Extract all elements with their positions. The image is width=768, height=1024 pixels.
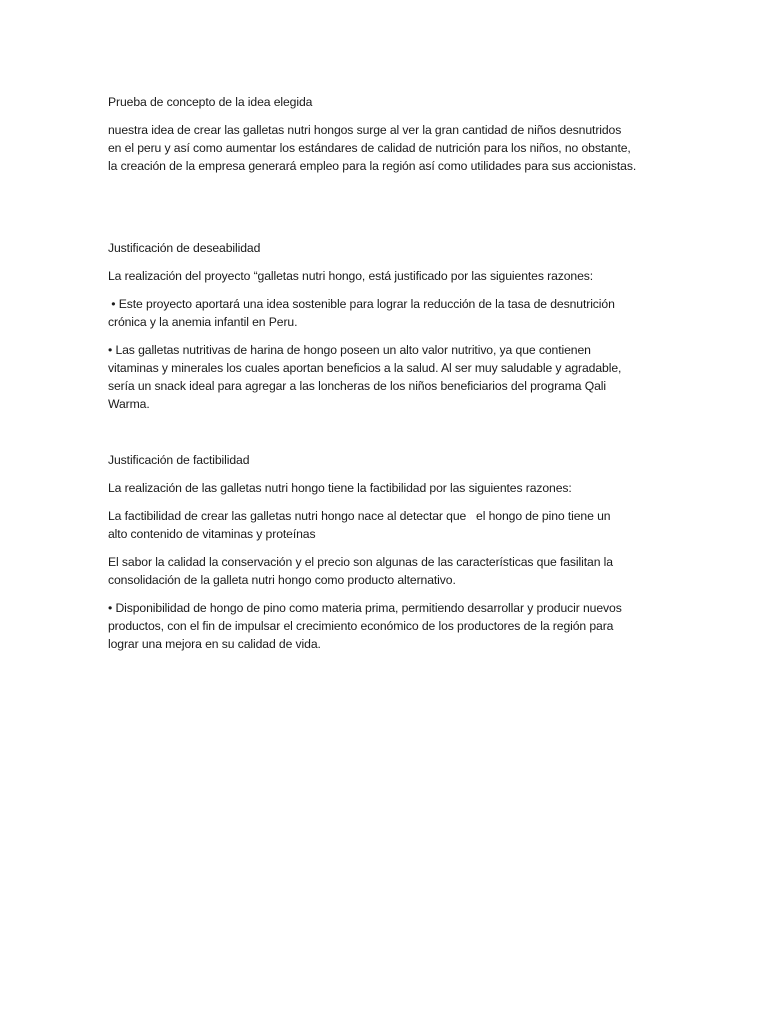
bullet-item-desirability-1: • Este proyecto aportará una idea sostenible para lograr la reducción de la tasa de desnutrición crónica y la anemia infantil en Peru. [108,297,615,329]
section-heading-feasibility: Justificación de factibilidad [108,453,250,467]
paragraph-feasibility-qualities: El sabor la calidad la conservación y el precio son algunas de las características que fasilitan la consolidación de la galleta nutri hongo como producto alternativo. [108,555,613,587]
document-body [108,93,668,663]
section-heading-desirability: Justificación de deseabilidad [108,241,261,255]
paragraph-desirability-intro: La realización del proyecto “galletas nutri hongo, está justificado por las siguientes razones: [108,269,594,283]
paragraph-idea-description: nuestra idea de crear las galletas nutri hongos surge al ver la gran cantidad de niños desnutridos en el peru y así como aumentar los estándares de calidad de nutrición para los niños, no obstante, la creación de la empresa generará empleo para la región así como utilidades para sus accionistas. [108,123,637,173]
spacer [108,185,668,239]
section-heading-concept-proof: Prueba de concepto de la idea elegida [108,95,313,109]
spacer [108,423,668,451]
bullet-item-desirability-2: • Las galletas nutritivas de harina de hongo poseen un alto valor nutritivo, ya que contienen vitaminas y minerales los cuales aportan beneficios a la salud. Al ser muy saludable y agradable, sería un snack ideal para agregar a las loncheras de los niños beneficiarios del programa Qali Warma. [108,343,622,411]
paragraph-feasibility-intro: La realización de las galletas nutri hongo tiene la factibilidad por las siguientes razones: [108,481,572,495]
paragraph-feasibility-detail: La factibilidad de crear las galletas nutri hongo nace al detectar que el hongo de pino tiene un alto contenido de vitaminas y proteínas [108,509,611,541]
bullet-item-feasibility: • Disponibilidad de hongo de pino como materia prima, permitiendo desarrollar y producir nuevos productos, con el fin de impulsar el crecimiento económico de los productores de la región para lograr una mejora en su calidad de vida. [108,601,622,651]
